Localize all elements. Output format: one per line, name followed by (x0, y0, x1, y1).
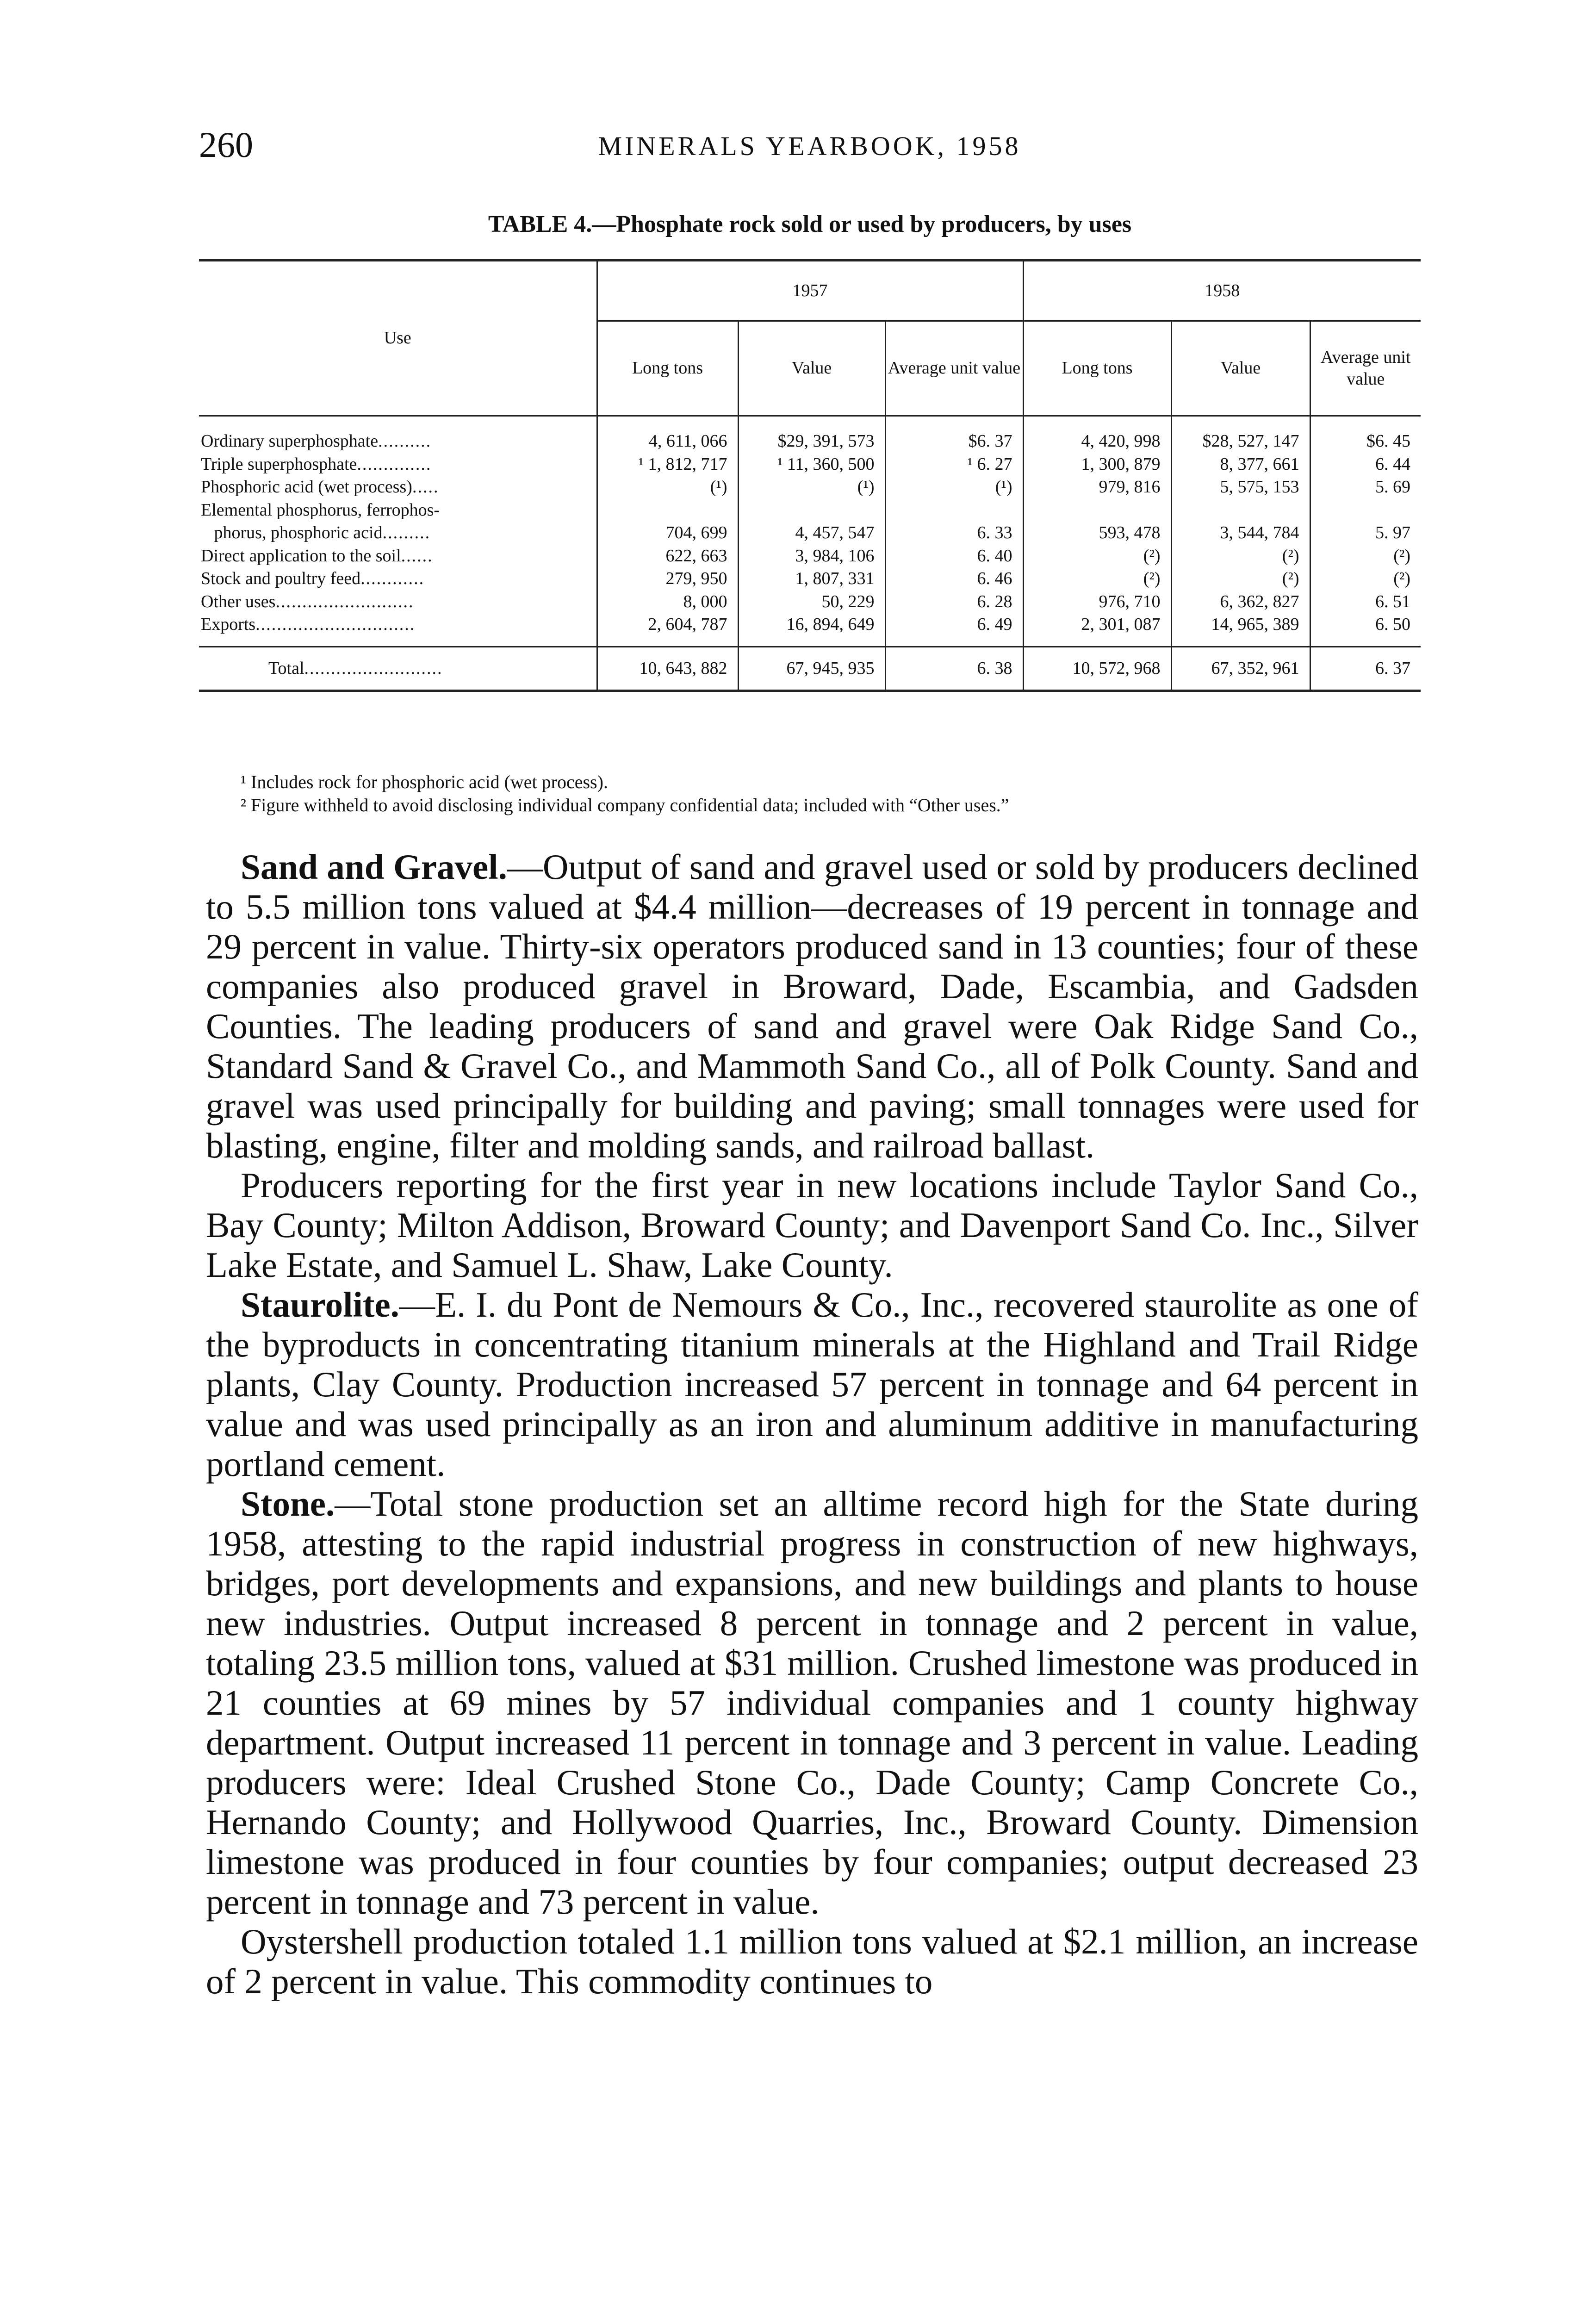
use-column-header: Use (199, 261, 597, 416)
paragraph-text: —E. I. du Pont de Nemours & Co., Inc., recovered staurolite as one of the byproducts in concentrating titanium minerals at the Highland and Trail Ridge plants, Clay County. Production increased 57 percent in tonnage and 64 percent in value and was used principally as an iron and aluminum additive in manufacturing portland cement. (206, 1285, 1418, 1484)
paragraph-staurolite (206, 1285, 1418, 1484)
table-cell: 50, 229 (738, 591, 885, 614)
table-cell (1310, 499, 1421, 522)
table-cell: 976, 710 (1023, 591, 1171, 614)
col-header-average-unit-value: Average unit value (885, 321, 1023, 416)
table-label: TABLE 4. (488, 211, 592, 237)
table-cell: 593, 478 (1023, 522, 1171, 545)
footnote: ² Figure withheld to avoid disclosing individual company confidential data; included with “Other uses.” (241, 795, 1009, 815)
table-cell: (¹) (597, 476, 738, 499)
col-header-long-tons: Long tons (1023, 321, 1171, 416)
year-header-1957: 1957 (597, 261, 1023, 321)
table-cell: $6. 45 (1310, 416, 1421, 453)
paragraph-text: Producers reporting for the first year in new locations include Taylor Sand Co., Bay County; Milton Addison, Broward County; and Davenport Sand Co. Inc., Silver Lake Estate, and Samuel L. Shaw, Lake County. (206, 1165, 1418, 1285)
table-cell: 6. 44 (1310, 453, 1421, 476)
table-cell: 1, 807, 331 (738, 567, 885, 591)
paragraph-new-producers (206, 1165, 1418, 1285)
table-footnotes (241, 771, 1421, 817)
table-cell: 67, 945, 935 (738, 647, 885, 691)
table-cell: (²) (1310, 567, 1421, 591)
use-cell: Elemental phosphorus, ferrophos- (201, 500, 440, 520)
table-cell (597, 499, 738, 522)
table-cell: $28, 527, 147 (1171, 416, 1310, 453)
col-header-value: Value (1171, 321, 1310, 416)
paragraph-stone (206, 1484, 1418, 1922)
table-cell: 4, 611, 066 (597, 416, 738, 453)
table-caption (199, 211, 1421, 238)
page-header (199, 124, 1420, 166)
table-cell: (²) (1023, 545, 1171, 568)
table-cell: 6. 51 (1310, 591, 1421, 614)
total-label: Total.......................... (199, 647, 597, 691)
table-row (199, 476, 1421, 499)
table-row (199, 545, 1421, 568)
run-in-heading: Staurolite. (241, 1285, 399, 1325)
table-cell: (²) (1171, 545, 1310, 568)
use-cell: Direct application to the soil...... (201, 546, 433, 566)
table-cell: 622, 663 (597, 545, 738, 568)
col-header-average-unit-value: Average unit value (1310, 321, 1421, 416)
paragraph-text: Oystershell production totaled 1.1 million tons valued at $2.1 million, an increase of 2 percent in value. This commodity continues to (206, 1922, 1418, 2001)
running-title: MINERALS YEARBOOK, 1958 (598, 131, 1021, 161)
table-cell: ¹ 1, 812, 717 (597, 453, 738, 476)
total-row (199, 647, 1421, 691)
table-cell: (¹) (885, 476, 1023, 499)
table-cell: 6. 50 (1310, 613, 1421, 647)
table-cell (738, 499, 885, 522)
body-text (206, 847, 1418, 2001)
table-cell: 6, 362, 827 (1171, 591, 1310, 614)
page-number: 260 (199, 124, 253, 165)
table-cell (1023, 499, 1171, 522)
use-cell: Other uses.......................... (201, 591, 414, 611)
table-cell: (²) (1023, 567, 1171, 591)
table-cell: 6. 33 (885, 522, 1023, 545)
table-cell: 5. 69 (1310, 476, 1421, 499)
table-cell: 6. 40 (885, 545, 1023, 568)
table-cell: 6. 28 (885, 591, 1023, 614)
table-cell: 6. 37 (1310, 647, 1421, 691)
col-header-long-tons: Long tons (597, 321, 738, 416)
use-cell: Exports.............................. (201, 615, 416, 634)
paragraph-text: —Total stone production set an alltime record high for the State during 1958, attesting to the rapid industrial progress in construction of new highways, bridges, port developments and expansions, and new buildings and plants to house new industries. Output increased 8 percent in tonnage and 2 percent in value, totaling 23.5 million tons, valued at $31 million. Crushed limestone was produced in 21 counties at 69 mines by 57 individual companies and 1 county highway department. Output increased 11 percent in tonnage and 3 percent in value. Leading producers were: Ideal Crushed Stone Co., Dade County; Camp Concrete Co., Hernando County; and Hollywood Quarries, Inc., Broward County. Dimension limestone was produced in four counties by four companies; output decreased 23 percent in tonnage and 73 percent in value. (206, 1484, 1418, 1922)
footnote: ¹ Includes rock for phosphoric acid (wet process). (241, 771, 608, 792)
paragraph-text: —Output of sand and gravel used or sold by producers declined to 5.5 million tons valued at $4.4 million—decreases of 19 percent in tonnage and 29 percent in value. Thirty-six operators produced sand in 13 counties; four of these companies also produced gravel in Broward, Dade, Escambia, and Gadsden Counties. The leading producers of sand and gravel were Oak Ridge Sand Co., Standard Sand & Gravel Co., and Mammoth Sand Co., all of Polk County. Sand and gravel was used principally for building and paving; small tonnages were used for blasting, engine, filter and molding sands, and railroad ballast. (206, 847, 1418, 1165)
table-cell (885, 499, 1023, 522)
use-cell: phorus, phosphoric acid......... (201, 523, 431, 542)
table-cell: 10, 643, 882 (597, 647, 738, 691)
table-cell (1171, 499, 1310, 522)
table-cell: (²) (1171, 567, 1310, 591)
table-row (199, 416, 1421, 453)
table-cell: 4, 420, 998 (1023, 416, 1171, 453)
paragraph-oystershell (206, 1922, 1418, 2001)
table-cell: 2, 604, 787 (597, 613, 738, 647)
col-header-value: Value (738, 321, 885, 416)
use-cell: Ordinary superphosphate.......... (201, 431, 432, 451)
table-cell: 979, 816 (1023, 476, 1171, 499)
run-in-heading: Sand and Gravel. (241, 847, 507, 887)
table-cell: 8, 377, 661 (1171, 453, 1310, 476)
table-cell: 1, 300, 879 (1023, 453, 1171, 476)
table-cell: 279, 950 (597, 567, 738, 591)
table-cell: 4, 457, 547 (738, 522, 885, 545)
table-cell: ¹ 11, 360, 500 (738, 453, 885, 476)
table-title: —Phosphate rock sold or used by producers, by uses (592, 211, 1132, 237)
run-in-heading: Stone. (241, 1484, 335, 1524)
phosphate-table (199, 259, 1421, 692)
paragraph-sand-gravel (206, 847, 1418, 1165)
table-cell: 5, 575, 153 (1171, 476, 1310, 499)
table-cell: 8, 000 (597, 591, 738, 614)
table-cell: (¹) (738, 476, 885, 499)
table-cell: 5. 97 (1310, 522, 1421, 545)
use-cell: Phosphoric acid (wet process)..... (201, 477, 439, 497)
table-cell: $6. 37 (885, 416, 1023, 453)
table-row (199, 499, 1421, 522)
table-cell: 16, 894, 649 (738, 613, 885, 647)
use-cell: Triple superphosphate.............. (201, 454, 432, 474)
table-cell: 6. 38 (885, 647, 1023, 691)
table-row (199, 613, 1421, 647)
table-cell: ¹ 6. 27 (885, 453, 1023, 476)
table-row (199, 453, 1421, 476)
year-header-1958: 1958 (1023, 261, 1421, 321)
use-cell: Stock and poultry feed............ (201, 569, 425, 588)
table-row (199, 591, 1421, 614)
table-cell: 6. 46 (885, 567, 1023, 591)
table-cell: 67, 352, 961 (1171, 647, 1310, 691)
table-row (199, 522, 1421, 545)
table-row (199, 567, 1421, 591)
table-cell: 6. 49 (885, 613, 1023, 647)
table-cell: 3, 984, 106 (738, 545, 885, 568)
table-cell: 14, 965, 389 (1171, 613, 1310, 647)
table-cell: 10, 572, 968 (1023, 647, 1171, 691)
table-cell: $29, 391, 573 (738, 416, 885, 453)
table-cell: 2, 301, 087 (1023, 613, 1171, 647)
table-cell: 704, 699 (597, 522, 738, 545)
table-cell: 3, 544, 784 (1171, 522, 1310, 545)
table-cell: (²) (1310, 545, 1421, 568)
